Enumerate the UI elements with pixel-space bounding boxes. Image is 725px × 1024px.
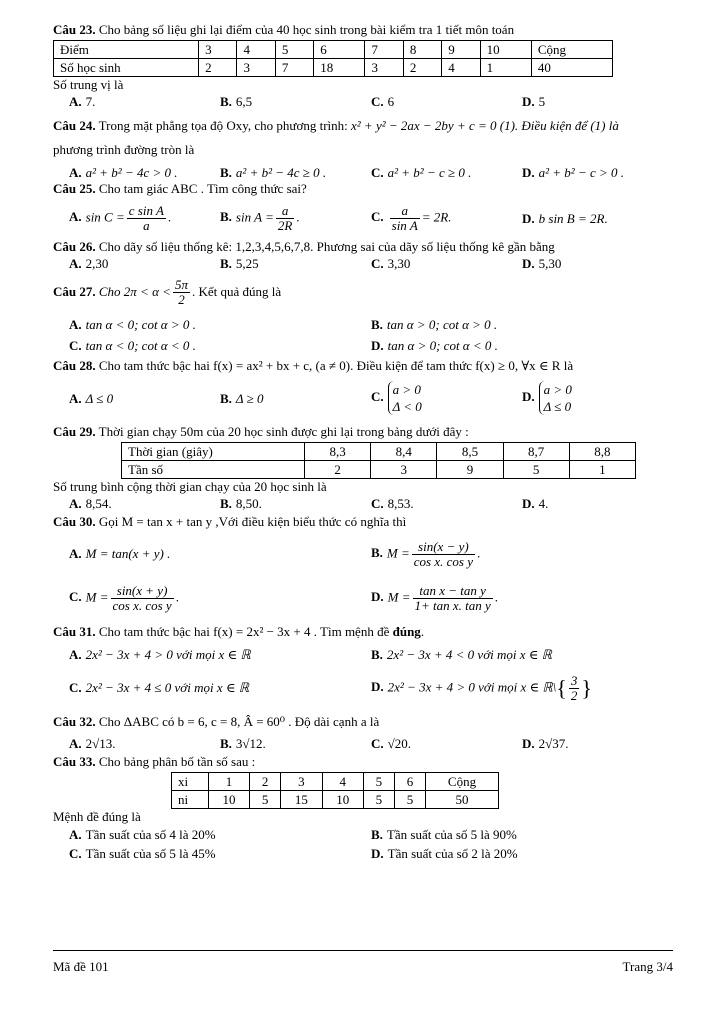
question-29: Câu 29. Thời gian chạy 50m của 20 học sinh được ghi lại trong bảng dưới đây :	[53, 424, 469, 439]
options-row	[53, 255, 673, 272]
table-cell: Điểm	[54, 41, 199, 59]
options-row	[53, 825, 673, 844]
table-cell: 2	[305, 461, 371, 479]
question-32: Câu 32. Cho ΔABC có b = 6, c = 8, Â = 60⁰ . Độ dài cạnh a là	[53, 714, 380, 729]
table-cell: 40	[531, 59, 612, 77]
option-a: A. a² + b² − 4c > 0 .	[69, 165, 178, 180]
table-cell: 4	[322, 773, 363, 791]
table-cell: 3	[237, 59, 275, 77]
option-b: B. tan α > 0; cot α > 0 .	[371, 317, 498, 332]
table-cell: 8,5	[437, 443, 503, 461]
option-b: B. 5,25	[220, 256, 259, 271]
option-a: A. Tần suất của số 4 là 20%	[69, 827, 216, 842]
options-row	[53, 314, 673, 335]
question-text: phương trình đường tròn là	[53, 142, 195, 157]
option-a: A. 8,54.	[69, 496, 112, 511]
option-a: A. tan α < 0; cot α > 0 .	[69, 317, 196, 332]
question-prompt: Mệnh đề đúng là	[53, 809, 141, 824]
option-b: B. a² + b² − 4c ≥ 0 .	[220, 165, 327, 180]
table-cell: 10	[208, 791, 249, 809]
table-cell: 3	[365, 59, 403, 77]
exam-code: Mã đề 101	[53, 959, 109, 974]
frequency-table	[171, 772, 499, 809]
table-cell: 15	[281, 791, 322, 809]
table-cell: 5	[363, 791, 394, 809]
option-d: D. 5,30	[522, 256, 562, 271]
table-cell: 9	[442, 41, 480, 59]
table-cell: 5	[394, 791, 425, 809]
table-cell: 1	[480, 59, 531, 77]
option-a: A. 7.	[69, 94, 96, 109]
option-b: B. 6,5	[220, 94, 253, 109]
option-c: C. 3,30	[371, 256, 411, 271]
table-cell: Cộng	[531, 41, 612, 59]
option-b: B. 2x² − 3x + 4 < 0 với mọi x ∈ ℝ	[371, 647, 552, 662]
table-cell: Cộng	[426, 773, 499, 791]
option-d: D. tan α > 0; cot α < 0 .	[371, 338, 498, 353]
options-row	[53, 576, 673, 620]
option-b: B. sin A = $\frac{a}{2R}$ .	[220, 202, 300, 233]
table-cell: 4	[237, 41, 275, 59]
table-cell: 5	[275, 41, 313, 59]
table-cell: 10	[480, 41, 531, 59]
table-cell: Tần số	[122, 461, 305, 479]
page-footer	[53, 950, 673, 975]
table-cell: 2	[403, 59, 441, 77]
option-d: D. 2x² − 3x + 4 > 0 với mọi x ∈ ℝ\{ $\frac{3}{2}$ }	[371, 672, 592, 703]
options-row	[53, 93, 673, 110]
question-25: Câu 25. Cho tam giác ABC . Tìm công thức sai?	[53, 181, 307, 196]
question-30: Câu 30. Gọi M = tan x + tan y ,Với điều kiện biểu thức có nghĩa thì	[53, 514, 407, 529]
table-cell: 5	[503, 461, 569, 479]
table-cell: 6	[314, 41, 365, 59]
option-a: A. 2√13.	[69, 736, 116, 751]
table-cell: 7	[275, 59, 313, 77]
option-d: D. a > 0 Δ ≤ 0	[522, 382, 572, 414]
table-cell: 2	[250, 773, 281, 791]
option-c: C. Tần suất của số 5 là 45%	[69, 846, 216, 861]
question-31: Câu 31. Cho tam thức bậc hai f(x) = 2x² − 3x + 4 . Tìm mệnh đề đúng.	[53, 624, 425, 639]
table-cell: 10	[322, 791, 363, 809]
table-cell: 5	[363, 773, 394, 791]
option-c: C. M = $\frac{\sin(x + y)}{\text{cos x. cos y}}$ .	[69, 582, 179, 613]
table-cell: 8	[403, 41, 441, 59]
table-cell: 4	[442, 59, 480, 77]
option-a: A. 2x² − 3x + 4 > 0 với mọi x ∈ ℝ	[69, 647, 251, 662]
option-a: A. M = tan(x + y) .	[69, 546, 171, 561]
question-33: Câu 33. Cho bảng phân bố tần số sau :	[53, 754, 256, 769]
options-row	[53, 335, 673, 356]
options-row	[53, 378, 673, 418]
table-cell: 3	[281, 773, 322, 791]
option-c: C. a > 0 Δ < 0	[371, 382, 422, 414]
table-cell: 50	[426, 791, 499, 809]
options-row	[53, 164, 673, 181]
option-b: B. Δ ≥ 0	[220, 390, 264, 406]
option-b: B. 8,50.	[220, 496, 262, 511]
question-23: Câu 23. Cho bảng số liệu ghi lại điểm của 40 học sinh trong bài kiểm tra 1 tiết môn toán	[53, 22, 515, 37]
table-cell: xi	[172, 773, 209, 791]
option-c: C. $\frac{a}{\text{sin A}}$ = 2R.	[371, 202, 452, 233]
table-cell: 2	[199, 59, 237, 77]
table-cell: ni	[172, 791, 209, 809]
option-d: D. b sin B = 2R.	[522, 210, 608, 226]
table-cell: 1	[208, 773, 249, 791]
options-row	[53, 495, 673, 512]
table-cell: 7	[365, 41, 403, 59]
option-c: C. √20.	[371, 736, 412, 751]
option-d: D. 2√37.	[522, 736, 569, 751]
options-row	[53, 532, 673, 576]
option-a: A. 2,30	[69, 256, 109, 271]
question-prompt: Số trung bình cộng thời gian chạy của 20 học sinh là	[53, 479, 327, 494]
table-cell: 8,4	[371, 443, 437, 461]
option-c: C. tan α < 0; cot α < 0 .	[69, 338, 196, 353]
question-26: Câu 26. Cho dãy số liệu thống kê: 1,2,3,4,5,6,7,8. Phương sai của dãy số liệu thống kê gần bằng	[53, 239, 555, 254]
exam-page	[53, 22, 673, 863]
options-row	[53, 668, 673, 708]
options-row	[53, 201, 673, 235]
option-d: D. Tần suất của số 2 là 20%	[371, 846, 518, 861]
option-a: A. sin C = $\frac{\text{c sin A}}{a}$ .	[69, 202, 172, 233]
table-cell: 8,3	[305, 443, 371, 461]
options-row	[53, 844, 673, 863]
option-b: B. 3√12.	[220, 736, 266, 751]
table-cell: Thời gian (giây)	[122, 443, 305, 461]
table-cell: 8,8	[569, 443, 635, 461]
option-c: C. 2x² − 3x + 4 ≤ 0 với mọi x ∈ ℝ	[69, 680, 250, 695]
table-cell: Số học sinh	[54, 59, 199, 77]
table-cell: 5	[250, 791, 281, 809]
option-d: D. 4.	[522, 496, 549, 511]
table-cell: 3	[371, 461, 437, 479]
option-c: C. a² + b² − c ≥ 0 .	[371, 165, 472, 180]
table-cell: 8,7	[503, 443, 569, 461]
option-a: A. Δ ≤ 0	[69, 390, 114, 406]
option-b: B. M = $\frac{\sin(x - y)}{\text{cos x. cos y}}$ .	[371, 538, 481, 569]
score-table	[53, 40, 613, 77]
table-cell: 6	[394, 773, 425, 791]
option-d: D. M = $\frac{\text{tan x − tan y}}{\text{1+ tan x. tan y}}$ .	[371, 582, 499, 613]
table-cell: 3	[199, 41, 237, 59]
option-d: D. 5	[522, 94, 546, 109]
options-row	[53, 734, 673, 754]
question-24: Câu 24. Trong mặt phẳng tọa độ Oxy, cho phương trình: x² + y² − 2ax − 2by + c = 0 (1). Điều kiện để (1) là	[53, 118, 619, 133]
option-c: C. 8,53.	[371, 496, 414, 511]
option-c: C. 6	[371, 94, 395, 109]
option-b: B. Tần suất của số 5 là 90%	[371, 827, 517, 842]
table-cell: 1	[569, 461, 635, 479]
option-d: D. a² + b² − c > 0 .	[522, 165, 625, 180]
options-row	[53, 642, 673, 668]
table-cell: 18	[314, 59, 365, 77]
time-table	[121, 442, 636, 479]
page-number: Trang 3/4	[622, 959, 673, 974]
table-cell: 9	[437, 461, 503, 479]
question-27: Câu 27. Cho 2π < α < $\frac{5\pi}{2}$ . Kết quả đúng là	[53, 276, 282, 307]
question-prompt: Số trung vị là	[53, 77, 124, 92]
question-28: Câu 28. Cho tam thức bậc hai f(x) = ax² + bx + c, (a ≠ 0). Điều kiện để tam thức f(x) ≥ 0, ∀x ∈ R là	[53, 358, 574, 373]
